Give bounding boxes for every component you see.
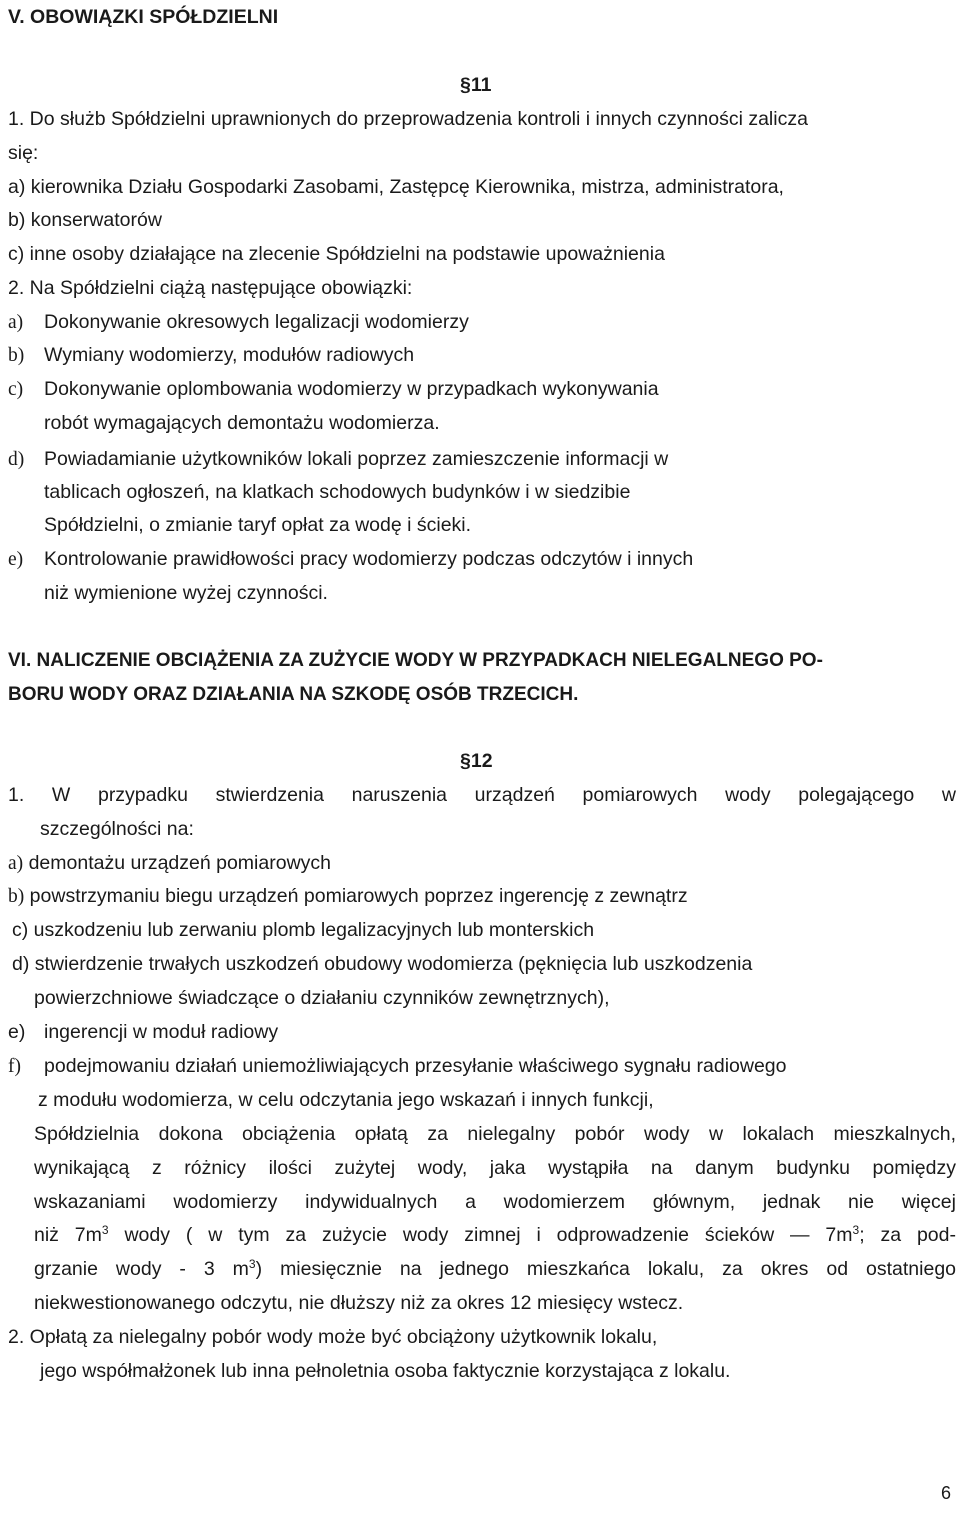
- duty-d-text-2: tablicach ogłoszeń, na klatkach schodowych budynków i w siedzibie: [44, 481, 631, 503]
- duty-e: [8, 547, 693, 572]
- duty-b-label: b): [8, 345, 25, 366]
- duty-b-text: Wymiany wodomierzy, modułów radiowych: [44, 344, 415, 366]
- s6-item-e-label: e): [8, 1021, 26, 1043]
- duty-e-text-2: niż wymienione wyżej czynności.: [44, 582, 328, 604]
- s6-item-f-text: podejmowaniu działań uniemożliwiających przesyłanie właściwego sygnału radiowego: [44, 1055, 787, 1077]
- charge-line-4-b: wody ( w tym za zużycie wody zimnej i odprowadzenie ścieków — 7m: [108, 1224, 853, 1246]
- s6-item-a-label: a): [8, 853, 24, 874]
- s6-item-f-cont: z modułu wodomierza, w celu odczytania jego wskazań i innych funkcji,: [38, 1089, 654, 1111]
- charge-line-3: wskazaniami wodomierzy indywidualnych a wodomierzem głównym, jednak nie więcej: [34, 1191, 956, 1213]
- p1-line-2: się:: [8, 142, 39, 164]
- paragraph-11-number: §11: [460, 74, 492, 96]
- duty-e-label: e): [8, 549, 24, 570]
- duty-d-text-1: Powiadamianie użytkowników lokali poprzez zamieszczenie informacji w: [44, 448, 669, 470]
- s6-item-e: [8, 1020, 278, 1044]
- section-6-heading-line-1: VI. NALICZENIE OBCIĄŻENIA ZA ZUŻYCIE WODY W PRZYPADKACH NIELEGALNEGO PO-: [8, 650, 823, 671]
- charge-line-4-sup-2: 3: [852, 1223, 860, 1237]
- p1-line-1: 1. Do służb Spółdzielni uprawnionych do przeprowadzenia kontroli i innych czynności zalicza: [8, 108, 808, 130]
- s6-p2-line-2: jego współmałżonek lub inna pełnoletnia osoba faktycznie korzystająca z lokalu.: [40, 1360, 731, 1382]
- charge-line-4-sup-1: 3: [101, 1223, 109, 1237]
- paragraph-12-number: §12: [460, 750, 493, 772]
- s6-item-d-label: d): [12, 953, 30, 975]
- s6-item-b-label: b): [8, 886, 25, 907]
- duty-c-label: c): [8, 379, 24, 400]
- duty-c-text-2: robót wymagających demontażu wodomierza.: [44, 412, 440, 434]
- charge-line-5-sup: 3: [248, 1257, 256, 1271]
- s6-item-b-text: powstrzymaniu biegu urządzeń pomiarowych poprzez ingerencję z zewnątrz: [29, 885, 688, 907]
- s6-item-d: [12, 952, 752, 976]
- section-5-heading: V. OBOWIĄZKI SPÓŁDZIELNI: [8, 6, 279, 28]
- charge-line-4-a: niż 7m: [34, 1224, 102, 1246]
- s6-item-c-text: uszkodzeniu lub zerwaniu plomb legalizacyjnych lub monterskich: [33, 919, 595, 941]
- section-6-heading-line-2: BORU WODY ORAZ DZIAŁANIA NA SZKODĘ OSÓB TRZECICH.: [8, 684, 579, 705]
- s6-item-d-cont: powierzchniowe świadczące o działaniu czynników zewnętrznych),: [34, 987, 610, 1009]
- p1-line-5: c) inne osoby działające na zlecenie Spółdzielni na podstawie upoważnienia: [8, 243, 665, 265]
- s6-item-f-label: f): [8, 1056, 21, 1077]
- charge-line-5-a: grzanie wody - 3 m: [34, 1258, 249, 1280]
- s6-item-d-text: stwierdzenie trwałych uszkodzeń obudowy wodomierza (pęknięcia lub uszkodzenia: [34, 953, 753, 975]
- charge-line-4: [34, 1223, 956, 1247]
- duty-d: [8, 447, 668, 472]
- s6-p2-line-1: 2. Opłatą za nielegalny pobór wody może być obciążony użytkownik lokalu,: [8, 1326, 658, 1348]
- duty-a-text: Dokonywanie okresowych legalizacji wodomierzy: [44, 311, 469, 333]
- s6-item-c: [12, 918, 594, 942]
- charge-line-5: [34, 1257, 956, 1281]
- s6-item-e-text: ingerencji w moduł radiowy: [44, 1021, 279, 1043]
- duty-d-label: d): [8, 449, 25, 470]
- charge-line-2: wynikającą z różnicy ilości zużytej wody, jaka wystąpiła na danym budynku pomiędzy: [34, 1157, 956, 1179]
- s6-item-a: [8, 851, 331, 876]
- p2-intro: 2. Na Spółdzielni ciążą następujące obowiązki:: [8, 277, 413, 299]
- p1-line-4: b) konserwatorów: [8, 209, 162, 231]
- duty-b: [8, 343, 414, 368]
- duty-a: [8, 310, 469, 335]
- s6-item-b: [8, 884, 688, 909]
- charge-line-4-c: ; za pod-: [859, 1224, 956, 1246]
- s6-item-c-label: c): [12, 919, 29, 941]
- charge-line-1: Spółdzielnia dokona obciążenia opłatą za nielegalny pobór wody w lokalach mieszkalnych,: [34, 1123, 956, 1145]
- page-number: 6: [941, 1483, 952, 1503]
- duty-a-label: a): [8, 312, 24, 333]
- duty-d-text-3: Spółdzielni, o zmianie taryf opłat za wodę i ścieki.: [44, 514, 472, 536]
- duty-c-text-1: Dokonywanie oplombowania wodomierzy w przypadkach wykonywania: [44, 378, 659, 400]
- s6-p1-line-1: 1. W przypadku stwierdzenia naruszenia urządzeń pomiarowych wody polegającego w: [8, 784, 956, 806]
- charge-line-5-b: ) miesięcznie na jednego mieszkańca lokalu, za okres od ostatniego: [255, 1258, 957, 1280]
- p1-line-3: a) kierownika Działu Gospodarki Zasobami, Zastępcę Kierownika, mistrza, administratora,: [8, 176, 784, 198]
- duty-c: [8, 377, 659, 402]
- s6-p1-line-2: szczególności na:: [40, 818, 194, 840]
- s6-item-f: [8, 1054, 787, 1079]
- charge-line-6: niekwestionowanego odczytu, nie dłuższy niż za okres 12 miesięcy wstecz.: [34, 1292, 684, 1314]
- s6-item-a-text: demontażu urządzeń pomiarowych: [28, 852, 331, 874]
- duty-e-text-1: Kontrolowanie prawidłowości pracy wodomierzy podczas odczytów i innych: [44, 548, 694, 570]
